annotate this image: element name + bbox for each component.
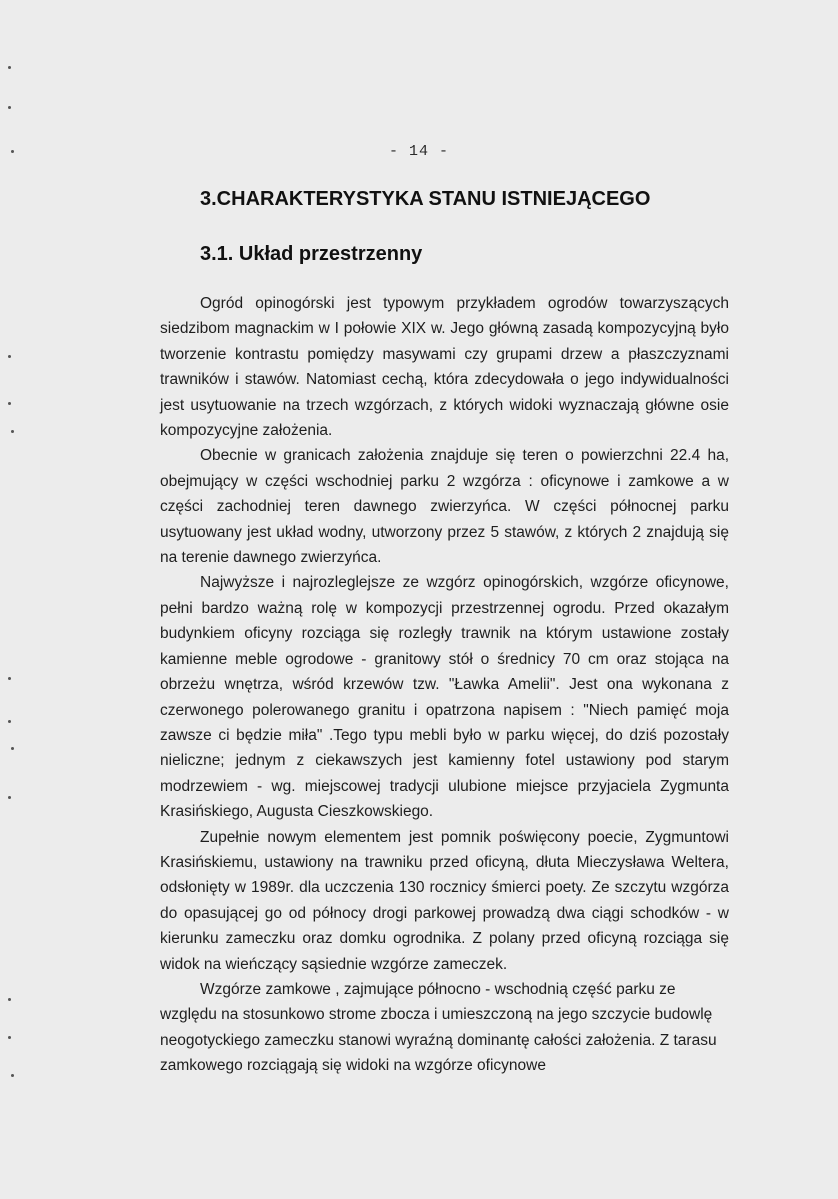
scan-speck — [8, 355, 11, 358]
paragraph: Najwyższe i najrozleglejsze ze wzgórz opinogórskich, wzgórze oficynowe, pełni bardzo ważną rolę w kompozycji przestrzennej ogrodu. Przed okazałym budynkiem oficyny rozciąga się rozległy trawnik na którym ustawione zostały kamienne meble ogrodowe - granitowy stół o średnicy 70 cm oraz stojąca na obrzeżu wnętrza, wśród krzewów tzw. "Ławka Amelii". Jest ona wykonana z czerwonego polerowanego granitu i opatrzona napisem : "Niech pamięć moja zawsze ci będzie miła" .Tego typu mebli było w parku więcej, do dziś pozostały nieliczne; jednym z ciekawszych jest kamienny fotel ustawiony pod starym modrzewiem - wg. miejscowej tradycji ulubione miejsce przyjaciela Zygmunta Krasińskiego, Augusta Cieszkowskiego. — [160, 574, 729, 821]
chapter-title: 3.CHARAKTERYSTYKA STANU ISTNIEJĄCEGO — [200, 188, 651, 210]
scan-speck — [8, 402, 11, 405]
page-number: - 14 - — [388, 143, 449, 160]
paragraph: Wzgórze zamkowe , zajmujące północno - wschodnią część parku ze względu na stosunkowo strome zbocza i umieszczoną na jego szczycie budowlę neogotyckiego zameczku stanowi wyraźną dominantę całości założenia. Z tarasu zamkowego rozciągają się widoki na wzgórze oficynowe — [160, 980, 717, 1075]
body-text — [160, 291, 729, 1079]
scan-speck — [8, 106, 11, 109]
scan-speck — [8, 998, 11, 1001]
scan-speck — [11, 747, 14, 750]
scan-speck — [8, 796, 11, 799]
section-title: 3.1. Układ przestrzenny — [200, 243, 423, 265]
scan-speck — [11, 1074, 14, 1077]
paragraph: Obecnie w granicach założenia znajduje się teren o powierzchni 22.4 ha, obejmujący w części wschodniej parku 2 wzgórza : oficynowe i zamkowe a w części zachodniej teren dawnego zwierzyńca. W części północnej parku usytuowany jest układ wodny, utworzony przez 5 stawów, z których 2 znajdują się na terenie dawnego zwierzyńca. — [160, 447, 729, 567]
scan-speck — [11, 430, 14, 433]
scan-speck — [8, 720, 11, 723]
scan-speck — [8, 66, 11, 69]
scan-speck — [8, 1036, 11, 1039]
scan-speck — [8, 677, 11, 680]
paragraph: Ogród opinogórski jest typowym przykładem ogrodów towarzyszących siedzibom magnackim w I połowie XIX w. Jego główną zasadą kompozycyjną było tworzenie kontrastu pomiędzy masywami czy grupami drzew a płaszczyznami trawników i stawów. Natomiast cechą, która zdecydowała o jego indywidualności jest usytuowanie na trzech wzgórzach, z których widoki wyznaczają główne osie kompozycyjne założenia. — [160, 295, 729, 440]
paragraph: Zupełnie nowym elementem jest pomnik poświęcony poecie, Zygmuntowi Krasińskiemu, ustawiony na trawniku przed oficyną, dłuta Mieczysława Weltera, odsłonięty w 1989r. dla uczczenia 130 rocznicy śmierci poety. Ze szczytu wzgórza do opasującej go od północy drogi parkowej prowadzą dwa ciągi schodków - w kierunku zameczku oraz domku ogrodnika. Z polany przed oficyną rozciąga się widok na wieńczący sąsiednie wzgórze zameczek. — [160, 828, 729, 973]
